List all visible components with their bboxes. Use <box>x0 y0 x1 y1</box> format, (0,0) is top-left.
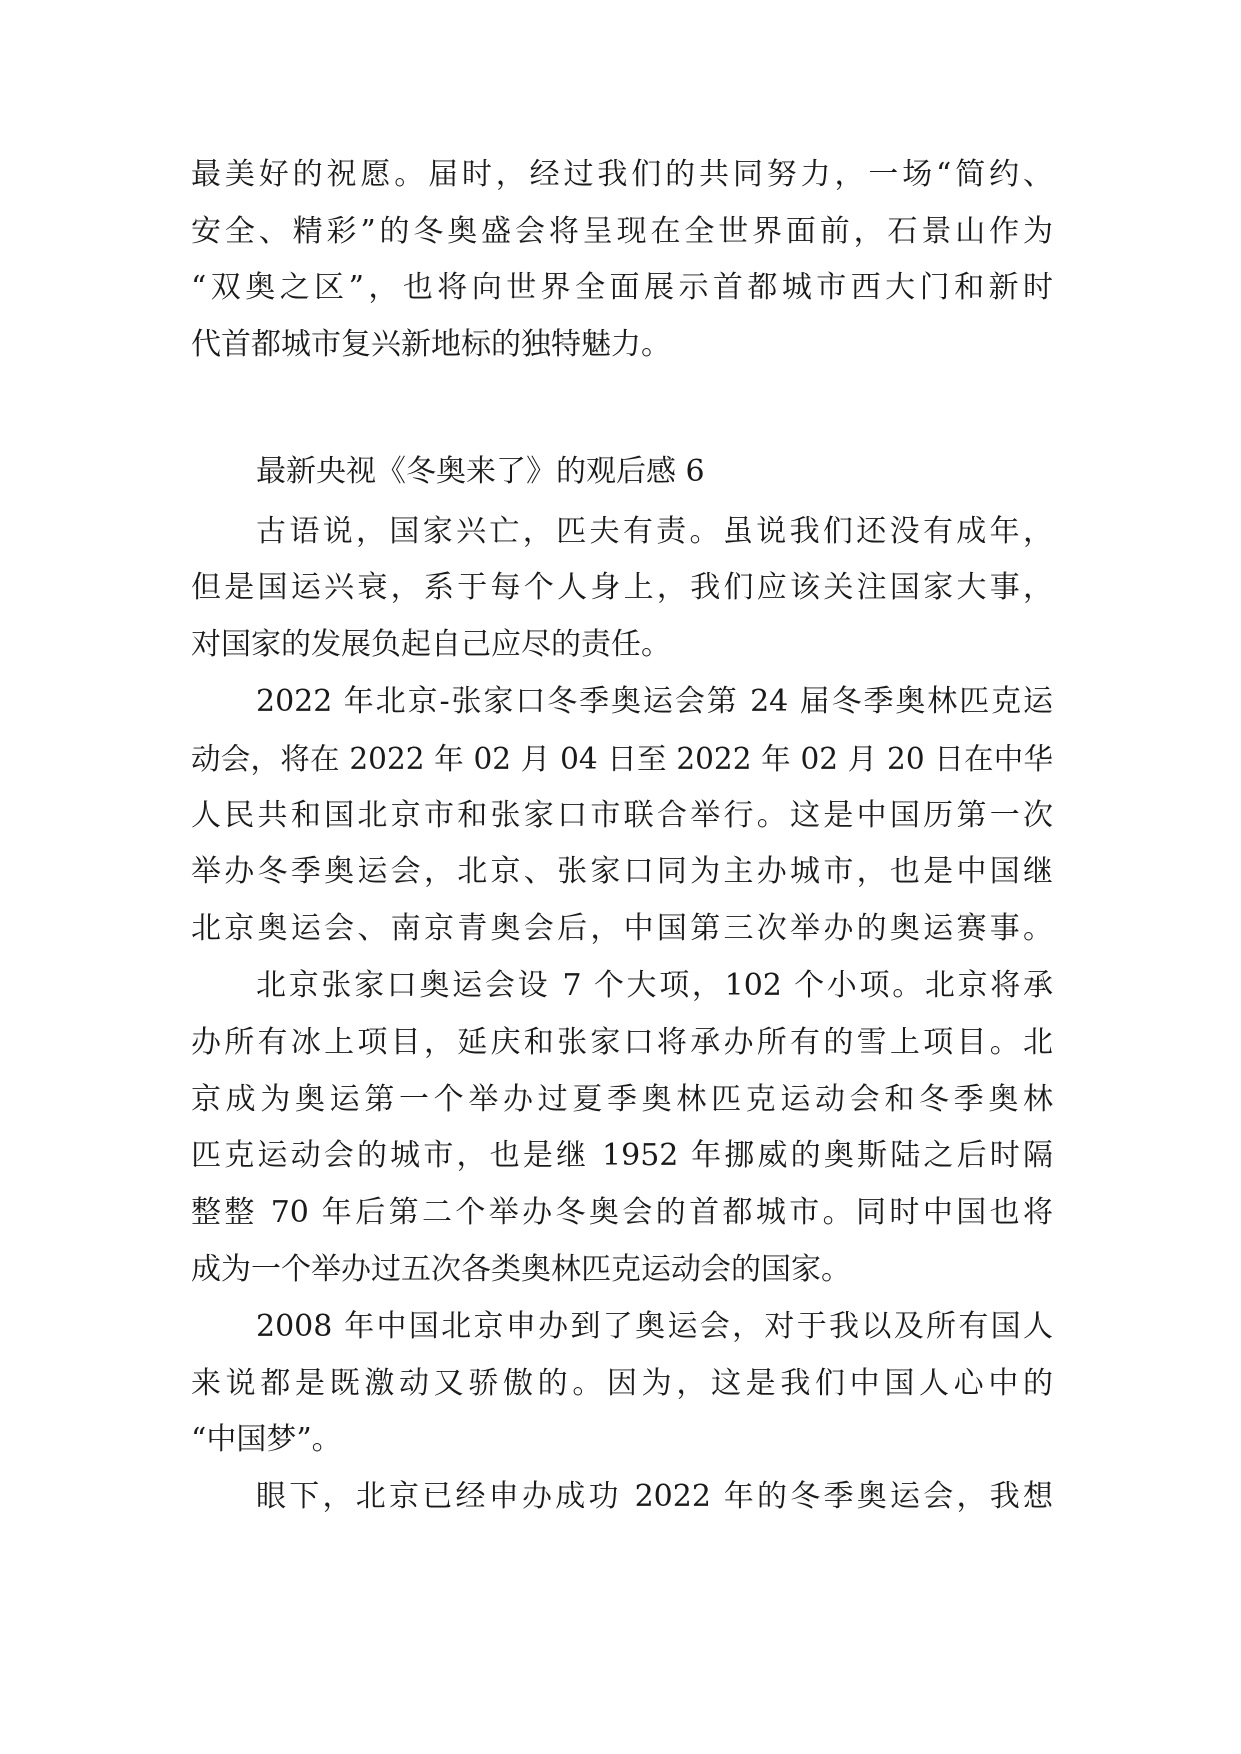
paragraph-3-line-2: 动会，将在 2022 年 02 月 04 日至 2022 年 02 月 20 日在中华 <box>191 742 1053 776</box>
paragraph-4-line-5: 整整 70 年后第二个举办冬奥会的首都城市。同时中国也将 <box>191 1195 1053 1230</box>
paragraph-1-line-1: 最美好的祝愿。届时，经过我们的共同努力，一场“简约、 <box>191 157 1053 192</box>
paragraph-1-line-3: “双奥之区”，也将向世界全面展示首都城市西大门和新时 <box>191 270 1053 305</box>
paragraph-3-line-1: 2022 年北京-张家口冬季奥运会第 24 届冬季奥林匹克运 <box>256 684 1053 719</box>
paragraph-4-line-3: 京成为奥运第一个举办过夏季奥林匹克运动会和冬季奥林 <box>191 1082 1053 1117</box>
paragraph-5-line-3: “中国梦”。 <box>191 1422 342 1457</box>
paragraph-3-line-3: 人民共和国北京市和张家口市联合举行。这是中国历第一次 <box>191 798 1053 833</box>
paragraph-4-line-4: 匹克运动会的城市，也是继 1952 年挪威的奥斯陆之后时隔 <box>191 1138 1053 1173</box>
paragraph-2-line-1: 古语说，国家兴亡，匹夫有责。虽说我们还没有成年， <box>256 514 1053 549</box>
paragraph-1-line-4: 代首都城市复兴新地标的独特魅力。 <box>191 327 671 362</box>
paragraph-1-line-2: 安全、精彩”的冬奥盛会将呈现在全世界面前，石景山作为 <box>191 214 1053 249</box>
paragraph-4-line-1: 北京张家口奥运会设 7 个大项，102 个小项。北京将承 <box>256 968 1053 1003</box>
paragraph-4-line-2: 办所有冰上项目，延庆和张家口将承办所有的雪上项目。北 <box>191 1025 1053 1060</box>
paragraph-5-line-1: 2008 年中国北京申办到了奥运会，对于我以及所有国人 <box>256 1309 1053 1344</box>
paragraph-5-line-2: 来说都是既激动又骄傲的。因为，这是我们中国人心中的 <box>191 1366 1053 1401</box>
paragraph-2-line-2: 但是国运兴衰，系于每个人身上，我们应该关注国家大事， <box>191 570 1053 605</box>
paragraph-4-line-6: 成为一个举办过五次各类奥林匹克运动会的国家。 <box>191 1252 851 1287</box>
paragraph-2-line-3: 对国家的发展负起自己应尽的责任。 <box>191 627 671 662</box>
section-heading: 最新央视《冬奥来了》的观后感 6 <box>256 454 705 489</box>
paragraph-6-line-1: 眼下，北京已经申办成功 2022 年的冬季奥运会，我想 <box>256 1479 1053 1514</box>
paragraph-3-line-5: 北京奥运会、南京青奥会后，中国第三次举办的奥运赛事。 <box>191 911 1053 946</box>
paragraph-3-line-4: 举办冬季奥运会，北京、张家口同为主办城市，也是中国继 <box>191 854 1053 889</box>
